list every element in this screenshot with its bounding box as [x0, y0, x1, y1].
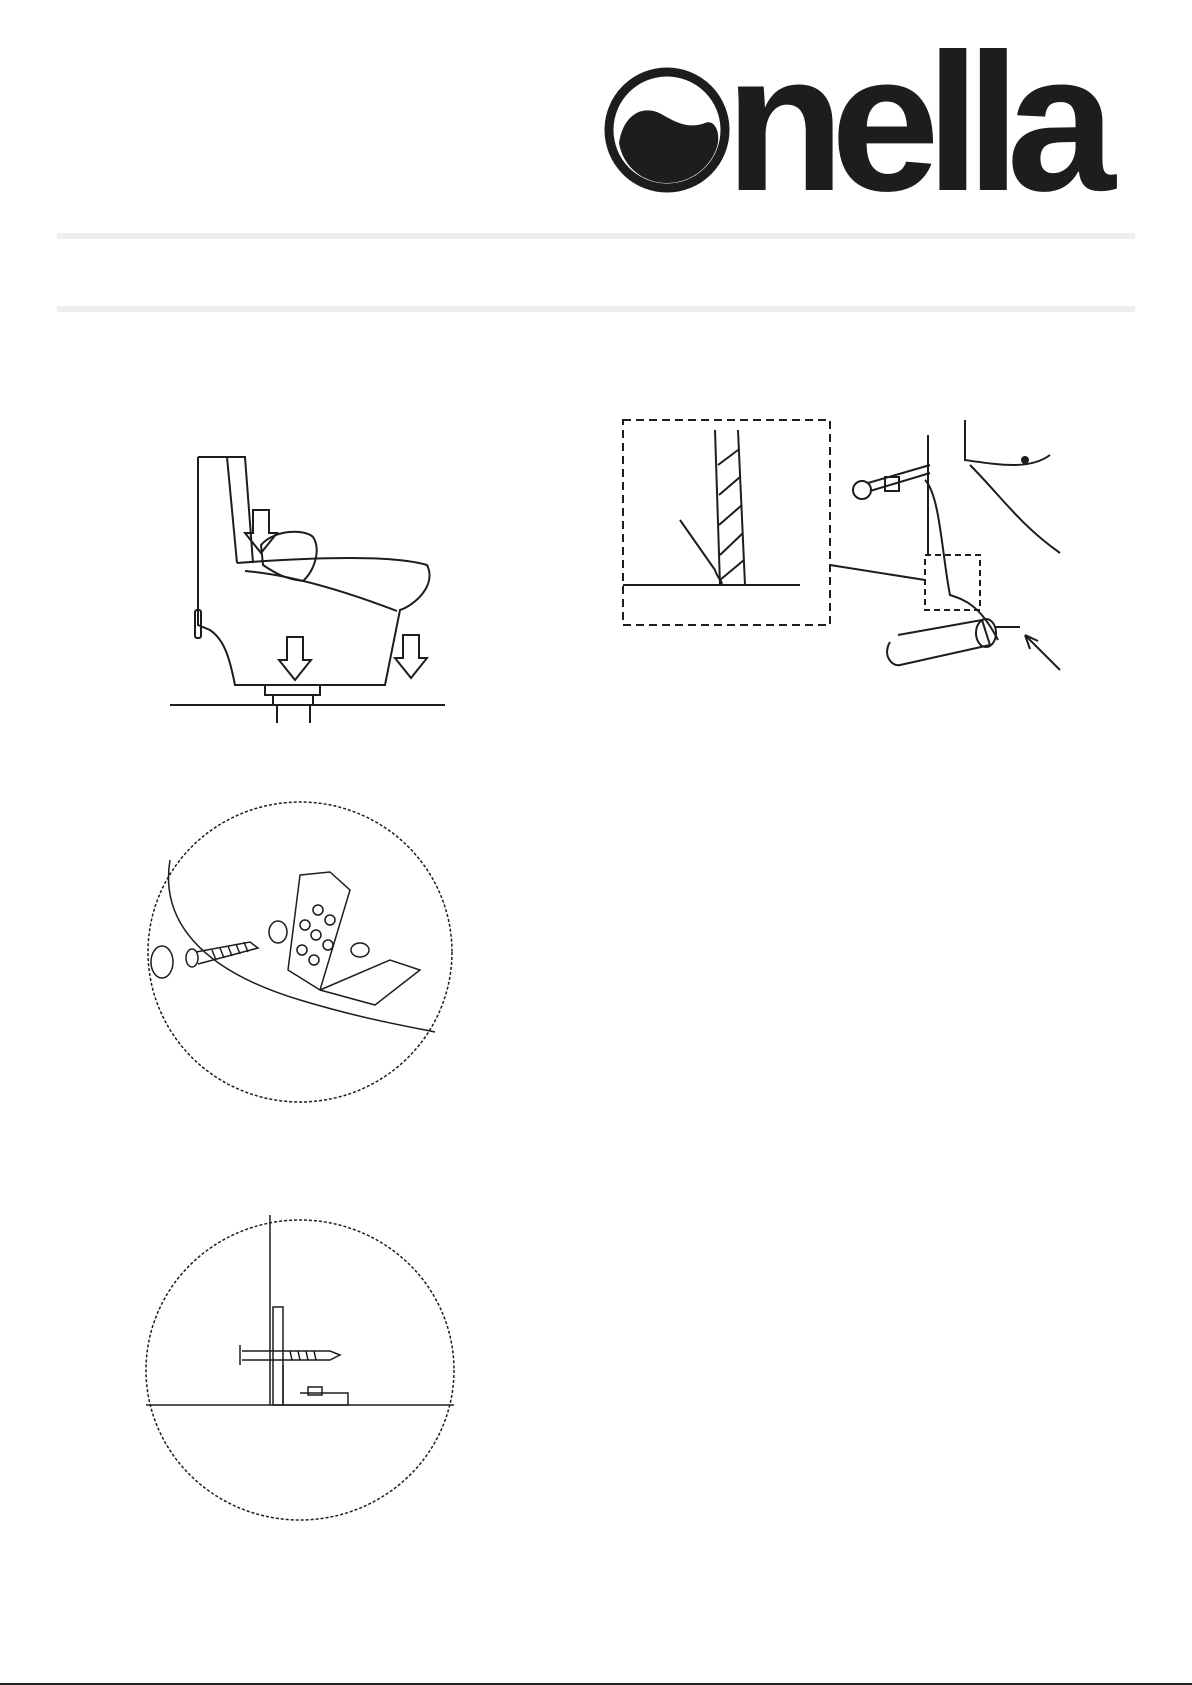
caulk-gun-icon [887, 619, 1020, 665]
nella-logo-mark-icon [605, 55, 729, 205]
header-rule-bottom [57, 306, 1135, 312]
nella-logo [605, 13, 1135, 232]
bracket-icon [288, 872, 420, 1005]
brand-wordmark: nella [725, 13, 1102, 232]
toilet-icon [170, 457, 445, 723]
toilet-placement-figure [165, 445, 455, 725]
bracket-installed-figure [140, 1215, 460, 1525]
bolt-icon [240, 1307, 348, 1405]
bracket-exploded-figure [140, 800, 460, 1110]
sealant-application-figure [620, 405, 1070, 675]
header-rule-top [57, 233, 1135, 239]
valve-icon [853, 465, 930, 499]
screw-icon [151, 921, 287, 978]
